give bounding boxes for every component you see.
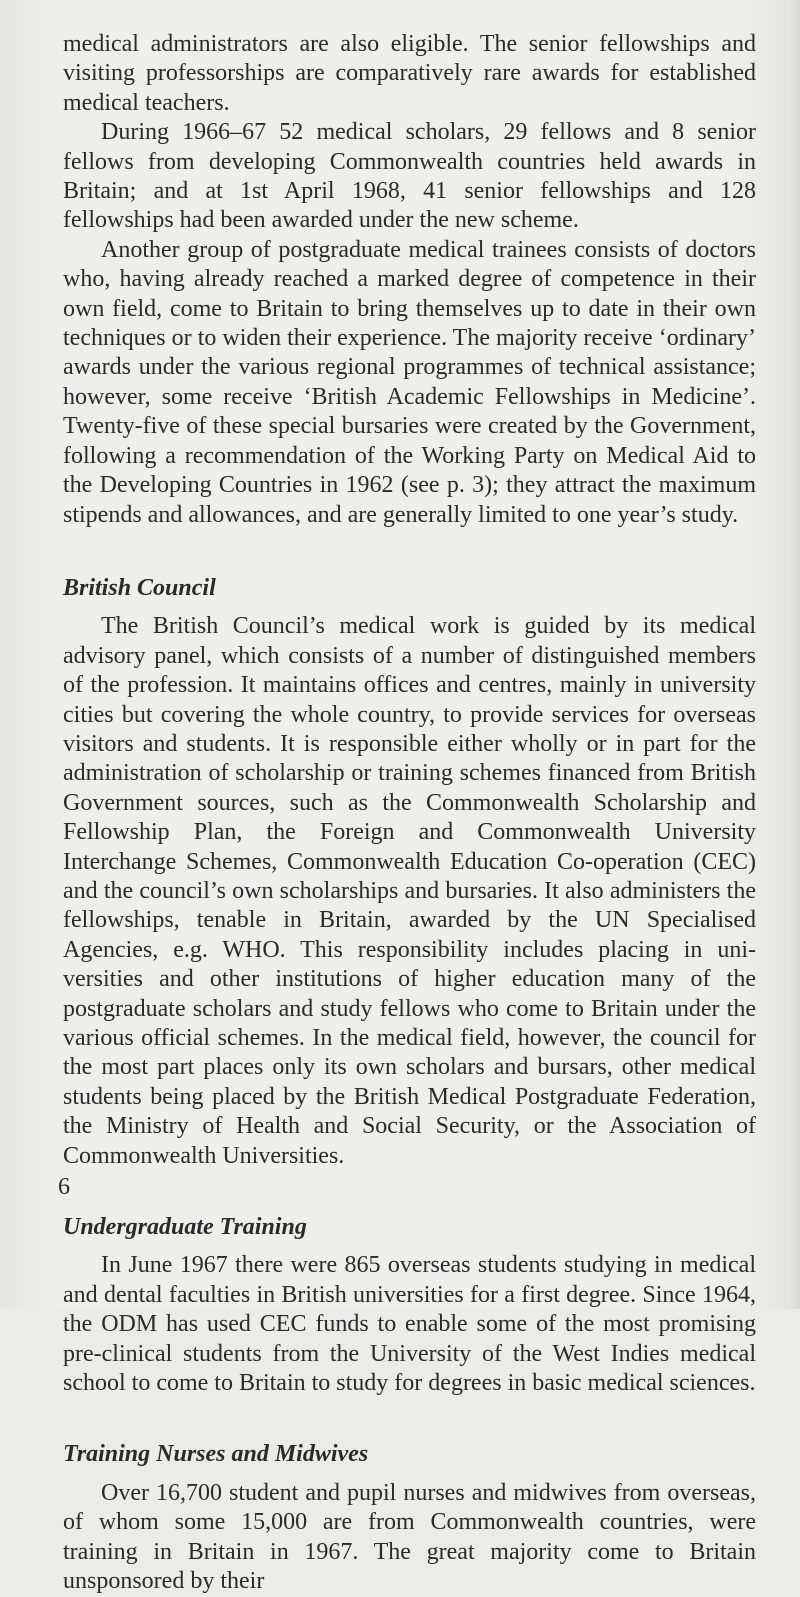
intro-paragraph-2: During 1966–67 52 medical scholars, 29 fellows and 8 senior fellows from developing Commonwealth countries held awards in Britain; and at 1st April 1968, 41 senior fellowships and 128 fellowships had been awarded under the new scheme. <box>63 119 756 234</box>
undergraduate-training-heading: Undergraduate Training <box>63 1214 307 1241</box>
training-nurses-paragraph: Over 16,700 student and pupil nurses and midwives from overseas, of whom some 15,000 are from Commonwealth countries, were training in Britain in 1967. The great majority come to Britain unsponsored by their <box>63 1479 756 1595</box>
page-number: 6 <box>58 1174 70 1200</box>
british-council-paragraph: The British Council’s medical work is guided by its medical advisory panel, which consists of a number of distinguished members of the profession. It maintains offices and centres, mainly in university cities but covering the whole country, to provide services for overseas visitors and students. It is responsible either wholly or in part for the administration of scholarship or training schemes financed from British Government sources, such as the Commonwealth Scholarship and Fellowship Plan, the Foreign and Commonwealth University Interchange Schemes, Commonwealth Education Co-operation (CEC) and the council’s own scholarships and bursaries. It also administers the fellowships, tenable in Britain, awarded by the UN Specialised Agencies, e.g. WHO. This responsibility includes placing in universities and other institutions of higher education many of the postgraduate scholars and study fellows who come to Britain under the various official schemes. In the medical field, however, the council for the most part places only its own scholars and bursars, other medical students being placed by the British Medical Postgraduate Federation, the Ministry of Health and Social Security, or the Association of Commonwealth Universities. <box>63 613 756 1169</box>
undergraduate-training-paragraph: In June 1967 there were 865 overseas students studying in medical and dental faculties in British universities for a first degree. Since 1964, the ODM has used CEC funds to enable some of the most promising pre-clinical students from the University of the West Indies medical school to come to Britain to study for degrees in basic medical sciences. <box>63 1252 756 1397</box>
intro-paragraph-1: medical administrators are also eligible. The senior fellowships and visiting professorships are comparatively rare awards for established medical teachers. <box>63 31 756 116</box>
british-council-heading: British Council <box>63 574 216 601</box>
training-nurses-heading: Training Nurses and Midwives <box>63 1441 369 1468</box>
intro-paragraph-3: Another group of postgraduate medical trainees consists of doctors who, having already reached a marked degree of competence in their own field, come to Britain to bring themselves up to date in their own techniques or to widen their experience. The majority receive ‘ordinary’ awards under the various regional programmes of technical assistance; however, some receive ‘British Academic Fellowships in Medicine’. Twenty-five of these special bursaries were created by the Government, following a recommendation of the Working Party on Medical Aid to the Developing Countries in 1962 (see p. 3); they attract the maximum stipends and allowances, and are generally limited to one year’s study. <box>63 236 756 528</box>
